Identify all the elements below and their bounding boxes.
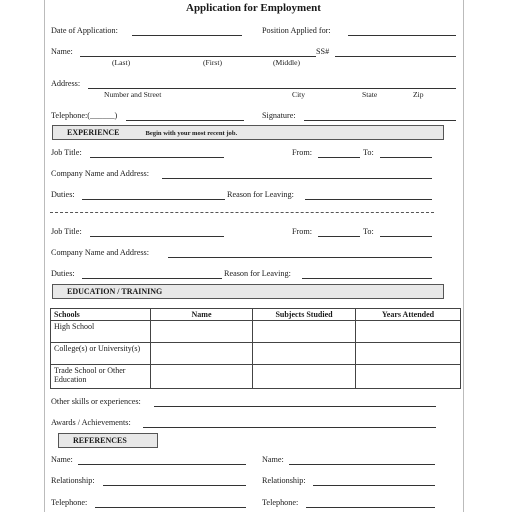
job2-to-label: To: [363, 227, 374, 236]
form-title: Application for Employment [186, 2, 321, 14]
job2-company-label: Company Name and Address: [51, 248, 150, 257]
ref1-relationship-field[interactable] [103, 485, 246, 486]
column-header-schools: Schools [51, 309, 151, 321]
ref1-name-label: Name: [51, 455, 73, 464]
job2-duties-label: Duties: [51, 269, 75, 278]
street-caption: Number and Street [104, 90, 162, 99]
trade-subjects-cell[interactable] [253, 365, 356, 389]
job1-duties-label: Duties: [51, 190, 75, 199]
position-label: Position Applied for: [262, 26, 331, 35]
ref1-name-field[interactable] [78, 464, 246, 465]
city-caption: City [292, 90, 306, 99]
education-table [50, 308, 461, 389]
telephone-label: Telephone:(______) [51, 111, 118, 120]
column-header-years: Years Attended [356, 309, 461, 321]
address-label: Address: [51, 79, 81, 88]
trade-years-cell[interactable] [356, 365, 461, 389]
job2-title-label: Job Title: [51, 227, 82, 236]
column-header-subjects: Subjects Studied [253, 309, 356, 321]
job1-to-field[interactable] [380, 157, 432, 158]
table-header-row [51, 309, 461, 321]
job1-reason-field[interactable] [305, 199, 432, 200]
name-label: Name: [51, 47, 73, 56]
ref2-name-field[interactable] [289, 464, 435, 465]
date-field[interactable] [132, 35, 242, 36]
table-row [51, 365, 461, 389]
name-field[interactable] [80, 56, 316, 57]
high-school-subjects-cell[interactable] [253, 321, 356, 343]
high-school-name-cell[interactable] [151, 321, 253, 343]
row-label-high-school: High School [51, 321, 151, 343]
ref2-telephone-label: Telephone: [262, 498, 299, 507]
table-row [51, 321, 461, 343]
job1-company-field[interactable] [162, 178, 432, 179]
row-label-college: College(s) or University(s) [51, 343, 151, 365]
job1-reason-label: Reason for Leaving: [227, 190, 294, 199]
signature-label: Signature: [262, 111, 296, 120]
job1-to-label: To: [363, 148, 374, 157]
experience-section-header [52, 125, 444, 140]
job2-company-field[interactable] [168, 257, 432, 258]
signature-field[interactable] [304, 120, 456, 121]
trade-name-cell[interactable] [151, 365, 253, 389]
ref1-relationship-label: Relationship: [51, 476, 95, 485]
education-section-header [52, 284, 444, 299]
name-last-caption: (Last) [112, 58, 131, 67]
job1-duties-field[interactable] [82, 199, 225, 200]
job2-title-field[interactable] [90, 236, 224, 237]
ref1-telephone-field[interactable] [95, 507, 246, 508]
ref2-name-label: Name: [262, 455, 284, 464]
state-caption: State [362, 90, 378, 99]
high-school-years-cell[interactable] [356, 321, 461, 343]
job2-from-label: From: [292, 227, 313, 236]
job2-from-field[interactable] [318, 236, 360, 237]
name-middle-caption: (Middle) [273, 58, 300, 67]
education-heading: EDUCATION / TRAINING [67, 287, 163, 296]
job-separator [50, 212, 434, 213]
experience-note: Begin with your most recent job. [145, 130, 238, 137]
awards-label: Awards / Achievements: [51, 418, 131, 427]
awards-field[interactable] [143, 427, 436, 428]
other-skills-field[interactable] [154, 406, 436, 407]
telephone-field[interactable] [126, 120, 244, 121]
ref2-telephone-field[interactable] [306, 507, 435, 508]
job1-title-field[interactable] [90, 157, 224, 158]
zip-caption: Zip [413, 90, 424, 99]
college-subjects-cell[interactable] [253, 343, 356, 365]
row-label-trade-school: Trade School or Other Education [51, 365, 151, 389]
ss-field[interactable] [335, 56, 456, 57]
job2-reason-label: Reason for Leaving: [224, 269, 291, 278]
column-header-name: Name [151, 309, 253, 321]
ss-label: SS# [316, 47, 330, 56]
job1-from-label: From: [292, 148, 313, 157]
ref2-relationship-label: Relationship: [262, 476, 306, 485]
job1-title-label: Job Title: [51, 148, 82, 157]
job1-from-field[interactable] [318, 157, 360, 158]
date-label: Date of Application: [51, 26, 118, 35]
college-name-cell[interactable] [151, 343, 253, 365]
experience-heading: EXPERIENCE [67, 128, 120, 137]
ref2-relationship-field[interactable] [313, 485, 435, 486]
references-heading: REFERENCES [73, 436, 127, 445]
job2-reason-field[interactable] [302, 278, 432, 279]
other-skills-label: Other skills or experiences: [51, 397, 141, 406]
position-field[interactable] [348, 35, 456, 36]
ref1-telephone-label: Telephone: [51, 498, 88, 507]
table-row [51, 343, 461, 365]
name-first-caption: (First) [203, 58, 222, 67]
address-field[interactable] [88, 88, 456, 89]
job1-company-label: Company Name and Address: [51, 169, 150, 178]
college-years-cell[interactable] [356, 343, 461, 365]
references-section-header [58, 433, 158, 448]
job2-to-field[interactable] [380, 236, 432, 237]
job2-duties-field[interactable] [82, 278, 222, 279]
